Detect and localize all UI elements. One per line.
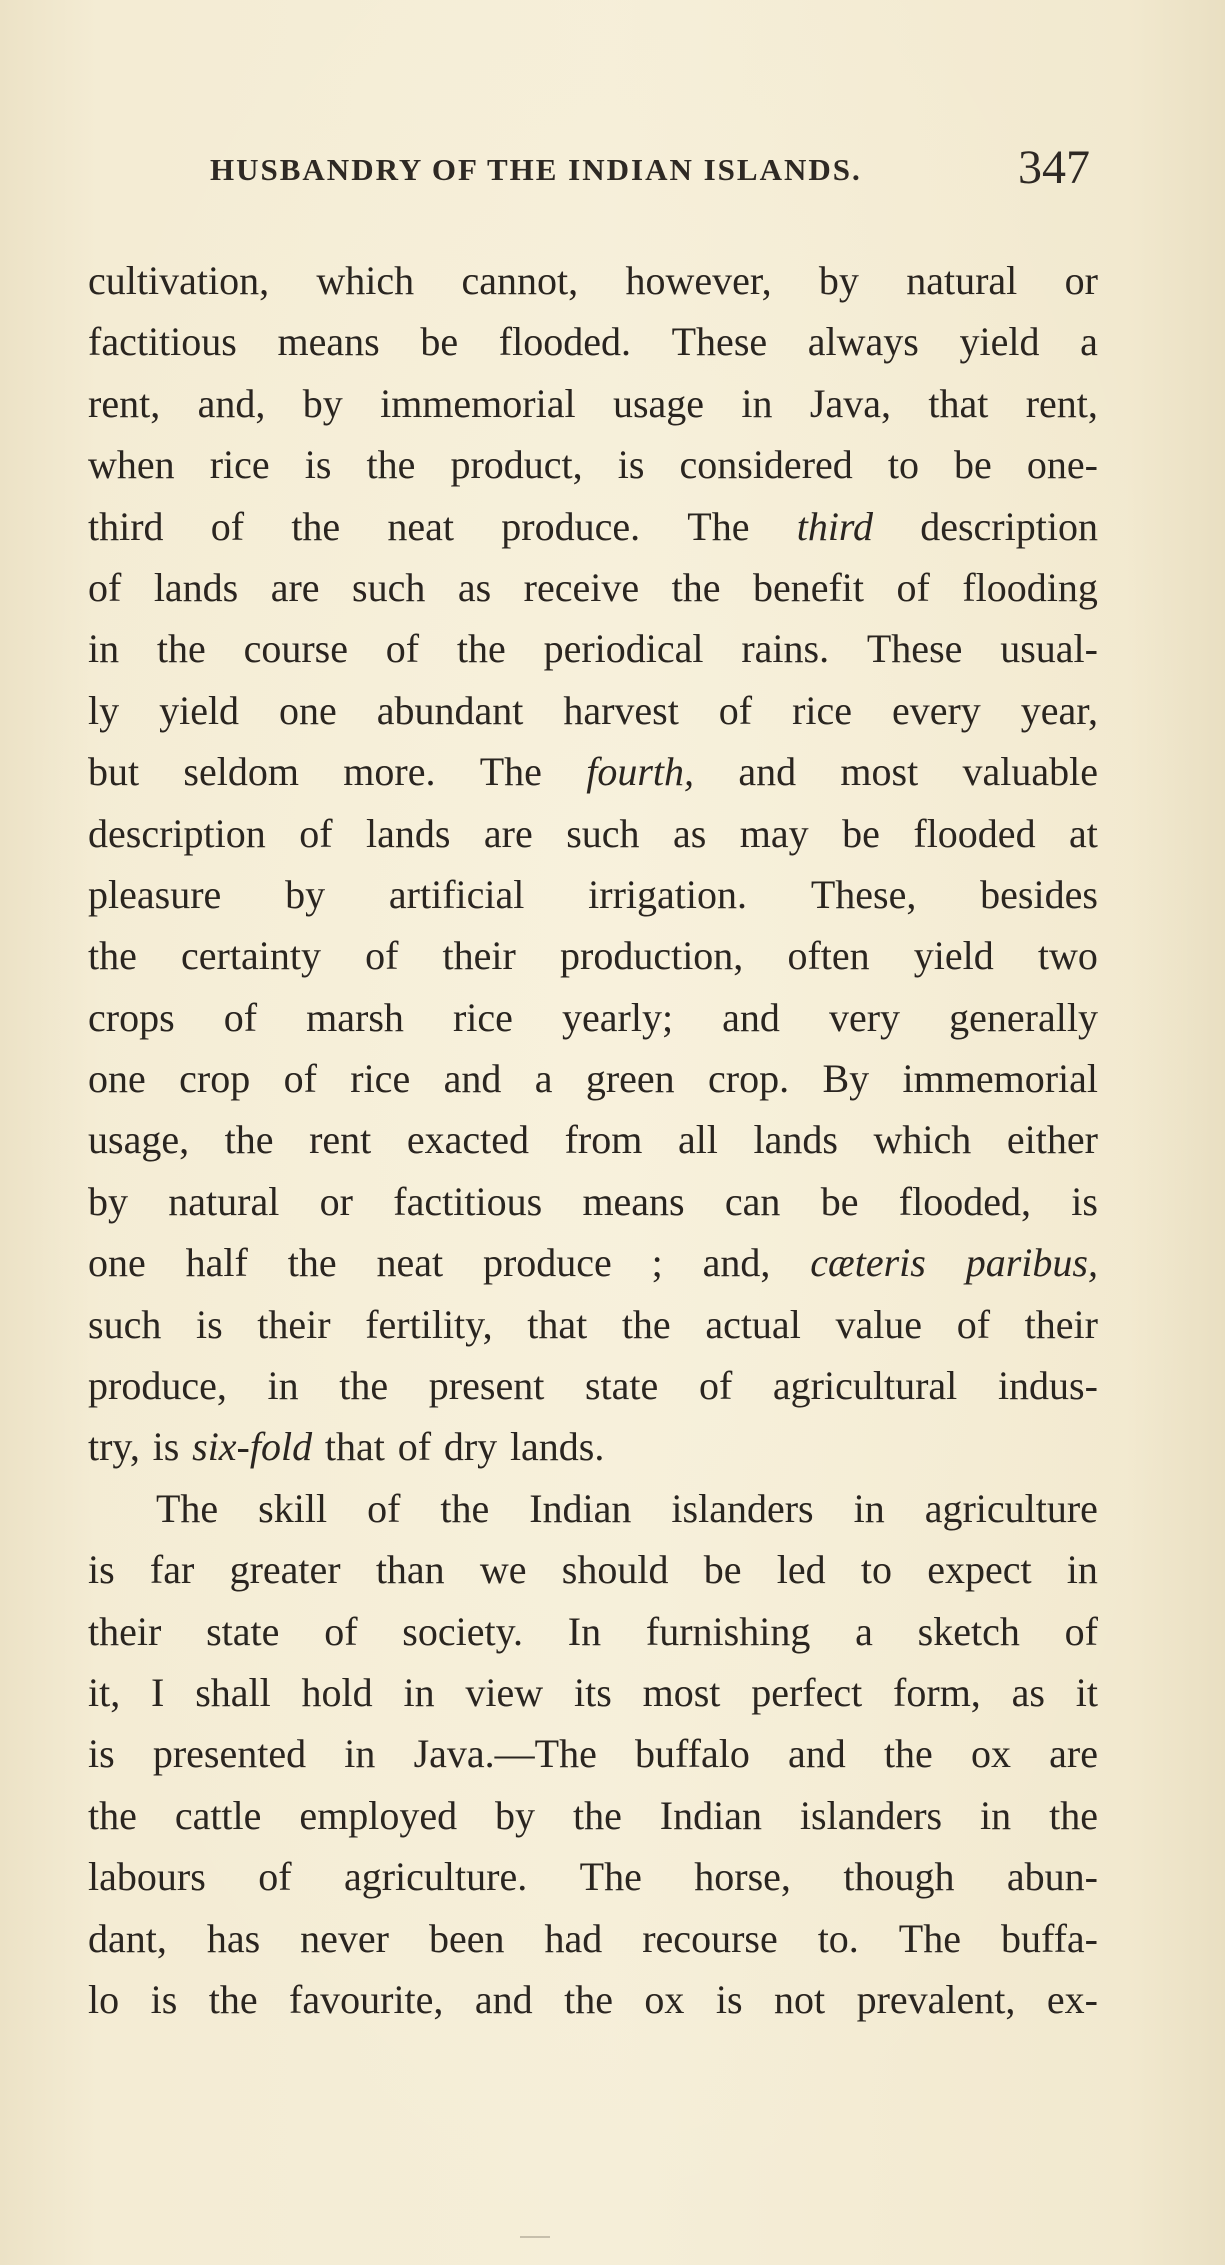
word: view	[465, 1669, 544, 1715]
word: at	[1069, 810, 1098, 856]
word: ox	[644, 1976, 685, 2022]
word: are	[483, 810, 533, 856]
word: lands.	[509, 1424, 605, 1470]
word: such	[88, 1301, 162, 1347]
word: one	[279, 687, 337, 733]
text-line	[88, 741, 1098, 802]
word: by	[88, 1178, 128, 1224]
word: led	[776, 1547, 826, 1593]
word: Indian	[659, 1792, 762, 1838]
text-line	[88, 434, 1098, 495]
word: rent,	[88, 380, 161, 426]
word: Java,	[809, 380, 891, 426]
word: state	[206, 1608, 280, 1654]
word: pleasure	[88, 871, 222, 917]
word: has	[206, 1915, 261, 1961]
word: indus-	[997, 1363, 1098, 1409]
word: most	[642, 1669, 721, 1715]
word: receive	[523, 564, 640, 610]
word: of	[299, 810, 333, 856]
word: rice	[452, 994, 513, 1040]
word: in	[741, 380, 773, 426]
text-line	[88, 496, 1098, 557]
word: in	[403, 1669, 435, 1715]
word: the	[88, 1792, 137, 1838]
word: flooded	[913, 810, 1036, 856]
word	[192, 1416, 312, 1477]
word: factitious	[393, 1178, 543, 1224]
italic-word: six-fold	[192, 1424, 313, 1470]
word: usual-	[1000, 626, 1098, 672]
word: is	[150, 1976, 178, 2022]
word: abundant	[376, 687, 524, 733]
word: favourite,	[289, 1976, 444, 2022]
word: islanders	[799, 1792, 943, 1838]
word: hold	[301, 1669, 373, 1715]
word: the	[621, 1301, 671, 1347]
word: ox	[970, 1731, 1011, 1777]
italic-word: paribus,	[965, 1240, 1098, 1286]
word: one-	[1026, 442, 1098, 488]
word: such	[566, 810, 640, 856]
text-line	[88, 618, 1098, 679]
word: perfect	[751, 1669, 863, 1715]
word: means	[582, 1178, 685, 1224]
word: rent,	[1025, 380, 1098, 426]
word: is	[88, 1731, 115, 1777]
word: of	[365, 933, 399, 979]
word: the	[287, 1240, 337, 1286]
word: by	[302, 380, 343, 426]
word: of	[397, 1424, 432, 1470]
word: the	[156, 626, 206, 672]
word: islanders	[671, 1485, 814, 1531]
word: furnishing	[645, 1608, 811, 1654]
text-line	[88, 1785, 1098, 1846]
word: be	[420, 319, 459, 365]
word: certainty	[181, 933, 321, 979]
word: product,	[450, 442, 583, 488]
word: the	[440, 1485, 490, 1531]
text-line	[88, 1416, 1098, 1477]
word: yield	[913, 933, 994, 979]
word: neat	[387, 503, 455, 549]
word: the	[883, 1731, 933, 1777]
word: valuable	[962, 749, 1098, 795]
word: the	[572, 1792, 622, 1838]
word: description	[88, 810, 266, 856]
word: exacted	[406, 1117, 530, 1163]
word: agriculture	[924, 1485, 1098, 1531]
word: the	[456, 626, 506, 672]
word: dry	[443, 1424, 498, 1470]
word: factitious	[88, 319, 237, 365]
word: form,	[893, 1669, 981, 1715]
word: of	[698, 1363, 733, 1409]
word: immemorial	[380, 380, 576, 426]
word: harvest	[563, 687, 679, 733]
word: description	[920, 503, 1098, 549]
word: as	[1011, 1669, 1045, 1715]
word: The	[479, 749, 542, 795]
word: we	[479, 1547, 527, 1593]
word: lands	[366, 810, 451, 856]
word: The	[579, 1854, 642, 1900]
word: very	[828, 994, 901, 1040]
word: are	[270, 564, 320, 610]
word: rice	[792, 687, 853, 733]
word: the	[366, 442, 416, 488]
word: most	[840, 749, 919, 795]
word: yield	[959, 319, 1040, 365]
word: The	[898, 1915, 961, 1961]
word: more.	[343, 749, 436, 795]
word: cannot,	[461, 258, 579, 303]
page-number: 347	[1018, 141, 1090, 194]
word: flooded.	[498, 319, 631, 365]
word: natural	[168, 1178, 280, 1224]
word: considered	[679, 442, 853, 488]
word: agricultural	[772, 1363, 958, 1409]
word: of	[956, 1301, 991, 1347]
running-head: HUSBANDRY OF THE INDIAN ISLANDS.	[210, 152, 862, 187]
word: as	[457, 564, 492, 610]
text-line	[88, 1171, 1098, 1232]
word: These	[866, 626, 963, 672]
word: and	[788, 1731, 846, 1777]
text-line	[88, 1478, 1098, 1539]
word: cultivation,	[88, 258, 270, 303]
word: however,	[625, 258, 772, 303]
word: presented	[152, 1731, 307, 1777]
word: year,	[1020, 687, 1098, 733]
word: crop.	[708, 1056, 790, 1102]
text-line	[88, 1908, 1098, 1969]
word: are	[1049, 1731, 1098, 1777]
text-line	[88, 987, 1098, 1048]
word: is	[1071, 1178, 1098, 1224]
text-line	[88, 1662, 1098, 1723]
text-line	[88, 1601, 1098, 1662]
word: employed	[299, 1792, 458, 1838]
text-line	[88, 1846, 1098, 1907]
word: periodical	[543, 626, 704, 672]
word: irrigation.	[588, 871, 748, 917]
word: yield	[159, 687, 240, 733]
italic-word: cæteris	[810, 1240, 926, 1286]
word: the	[224, 1117, 274, 1163]
word: and,	[702, 1240, 771, 1286]
word: is	[88, 1547, 115, 1593]
word: never	[300, 1915, 389, 1961]
word: a	[1080, 319, 1098, 365]
word: Java.—The	[413, 1731, 597, 1777]
word: green	[585, 1056, 675, 1102]
word: immemorial	[902, 1056, 1098, 1102]
word: horse,	[694, 1854, 791, 1900]
word: of	[1064, 1608, 1098, 1654]
word: benefit	[752, 564, 865, 610]
word: in	[853, 1485, 885, 1531]
word: as	[673, 810, 707, 856]
word: rice	[209, 442, 270, 488]
word: recourse	[642, 1915, 778, 1961]
word: is	[617, 442, 645, 488]
word: generally	[949, 994, 1098, 1040]
word: shall	[195, 1669, 271, 1715]
word: of	[223, 994, 258, 1040]
word: which	[316, 258, 415, 303]
word: crop	[179, 1056, 251, 1102]
word: The	[687, 503, 750, 549]
word: rains.	[741, 626, 830, 672]
word: society.	[402, 1608, 523, 1654]
word: the	[291, 503, 341, 549]
word: and,	[197, 380, 266, 426]
word: of	[896, 564, 930, 610]
word: all	[677, 1117, 718, 1163]
word: ;	[651, 1240, 663, 1286]
italic-word: fourth,	[586, 749, 695, 795]
word: one	[88, 1056, 146, 1102]
word: usage,	[88, 1117, 190, 1163]
word: flooding	[962, 564, 1098, 610]
word: is	[715, 1976, 743, 2022]
word: should	[561, 1547, 669, 1593]
word	[810, 1232, 926, 1293]
italic-word: third	[796, 503, 874, 549]
word: The	[156, 1485, 219, 1531]
word: and	[722, 994, 780, 1040]
word: to.	[817, 1915, 859, 1961]
word: in	[344, 1731, 376, 1777]
word: every	[891, 687, 981, 733]
text-line	[88, 1232, 1098, 1293]
word: it,	[88, 1669, 121, 1715]
word: ex-	[1046, 1976, 1098, 2022]
word: the	[564, 1976, 613, 2022]
word: These	[671, 319, 768, 365]
text-line	[88, 1723, 1098, 1784]
word: abun-	[1006, 1854, 1098, 1900]
word: by	[818, 258, 859, 303]
word: and	[474, 1976, 533, 2022]
word: the	[88, 933, 137, 979]
word: though	[843, 1854, 955, 1900]
word: their	[1024, 1301, 1098, 1347]
word: fertility,	[365, 1301, 493, 1347]
word: present	[428, 1363, 545, 1409]
word: of	[210, 503, 245, 549]
text-line	[88, 1048, 1098, 1109]
word: in	[1066, 1547, 1098, 1593]
page-header	[210, 140, 1090, 200]
word: by	[495, 1792, 536, 1838]
word: flooded,	[898, 1178, 1031, 1224]
word: yearly;	[562, 994, 674, 1040]
word: I	[151, 1669, 165, 1715]
word: the	[339, 1363, 389, 1409]
word: always	[807, 319, 919, 365]
word: of	[258, 1854, 292, 1900]
text-line	[88, 803, 1098, 864]
body-text	[88, 250, 1098, 2030]
word: state	[584, 1363, 659, 1409]
word: their	[442, 933, 516, 979]
word: half	[185, 1240, 248, 1286]
word: be	[820, 1178, 859, 1224]
word: that	[928, 380, 989, 426]
word: than	[375, 1547, 445, 1593]
text-line	[88, 1539, 1098, 1600]
word: and	[738, 749, 797, 795]
word: of	[385, 626, 420, 672]
word: ly	[88, 687, 120, 733]
word: greater	[229, 1547, 341, 1593]
word: far	[149, 1547, 195, 1593]
word: be	[703, 1547, 742, 1593]
word: its	[574, 1669, 612, 1715]
word: of	[283, 1056, 317, 1102]
word: that	[324, 1424, 385, 1470]
word: value	[835, 1301, 923, 1347]
word: and	[443, 1056, 502, 1102]
word: in	[88, 626, 120, 672]
word: agriculture.	[343, 1854, 528, 1900]
word: the	[208, 1976, 258, 2022]
word: lands	[153, 564, 239, 610]
word: actual	[705, 1301, 801, 1347]
word: is	[195, 1301, 223, 1347]
word: marsh	[306, 994, 404, 1040]
word: their	[88, 1608, 162, 1654]
word: be	[842, 810, 880, 856]
word: labours	[88, 1854, 206, 1900]
word: usage	[612, 380, 705, 426]
word: neat	[376, 1240, 444, 1286]
printer-mark	[520, 2236, 550, 2238]
word: of	[718, 687, 753, 733]
word: artificial	[388, 871, 525, 917]
word: by	[285, 871, 326, 917]
word: dant,	[88, 1915, 167, 1961]
word: or	[1064, 258, 1098, 303]
text-line	[88, 1294, 1098, 1355]
word: course	[243, 626, 348, 672]
word: but	[88, 749, 140, 795]
word: may	[739, 810, 809, 856]
word: Indian	[529, 1485, 632, 1531]
word: can	[724, 1178, 781, 1224]
word: produce,	[88, 1363, 227, 1409]
word: such	[352, 564, 426, 610]
text-line	[88, 1109, 1098, 1170]
word: of	[367, 1485, 401, 1531]
word: their	[257, 1301, 331, 1347]
word	[966, 1232, 1098, 1293]
word: been	[428, 1915, 505, 1961]
word: not	[774, 1976, 826, 2022]
word: produce.	[501, 503, 641, 549]
text-line	[88, 925, 1098, 986]
word: is	[304, 442, 332, 488]
text-line	[88, 250, 1098, 311]
word: means	[277, 319, 380, 365]
word: to	[860, 1547, 892, 1593]
word: it	[1075, 1669, 1098, 1715]
word: lands	[753, 1117, 838, 1163]
word: the	[671, 564, 721, 610]
word: the	[1049, 1792, 1098, 1838]
word: is	[152, 1424, 180, 1470]
word: cattle	[174, 1792, 262, 1838]
word: often	[787, 933, 870, 979]
text-line	[88, 1355, 1098, 1416]
word: to	[887, 442, 919, 488]
word: prevalent,	[856, 1976, 1016, 2022]
word: of	[88, 564, 122, 610]
word: when	[88, 442, 175, 488]
word: skill	[258, 1485, 328, 1531]
word: By	[822, 1056, 870, 1102]
text-line	[88, 680, 1098, 741]
word: that	[527, 1301, 588, 1347]
text-line	[88, 1969, 1098, 2030]
word: produce	[482, 1240, 612, 1286]
text-line	[88, 311, 1098, 372]
word: seldom	[183, 749, 299, 795]
word: lo	[88, 1976, 120, 2022]
word: or	[319, 1178, 353, 1224]
word: buffa-	[1000, 1915, 1098, 1961]
word: rice	[350, 1056, 411, 1102]
word: be	[954, 442, 992, 488]
word: crops	[88, 994, 175, 1040]
text-line	[88, 864, 1098, 925]
word: expect	[927, 1547, 1032, 1593]
word: which	[873, 1117, 972, 1163]
word: had	[544, 1915, 603, 1961]
word: a	[534, 1056, 553, 1102]
word: In	[567, 1608, 602, 1654]
word: rent	[309, 1117, 372, 1163]
word: two	[1037, 933, 1098, 979]
word: sketch	[917, 1608, 1020, 1654]
word: one	[88, 1240, 146, 1286]
word: in	[980, 1792, 1012, 1838]
word: of	[324, 1608, 358, 1654]
word: either	[1006, 1117, 1098, 1163]
word: natural	[906, 258, 1018, 303]
word: buffalo	[635, 1731, 750, 1777]
word: third	[88, 503, 164, 549]
word: production,	[560, 933, 744, 979]
word: a	[855, 1608, 873, 1654]
text-line	[88, 373, 1098, 434]
word: from	[564, 1117, 643, 1163]
word	[797, 496, 873, 557]
word: in	[267, 1363, 299, 1409]
text-line	[88, 557, 1098, 618]
word: besides	[980, 871, 1098, 917]
word: try,	[88, 1424, 140, 1470]
word	[586, 741, 694, 802]
word: These,	[810, 871, 917, 917]
